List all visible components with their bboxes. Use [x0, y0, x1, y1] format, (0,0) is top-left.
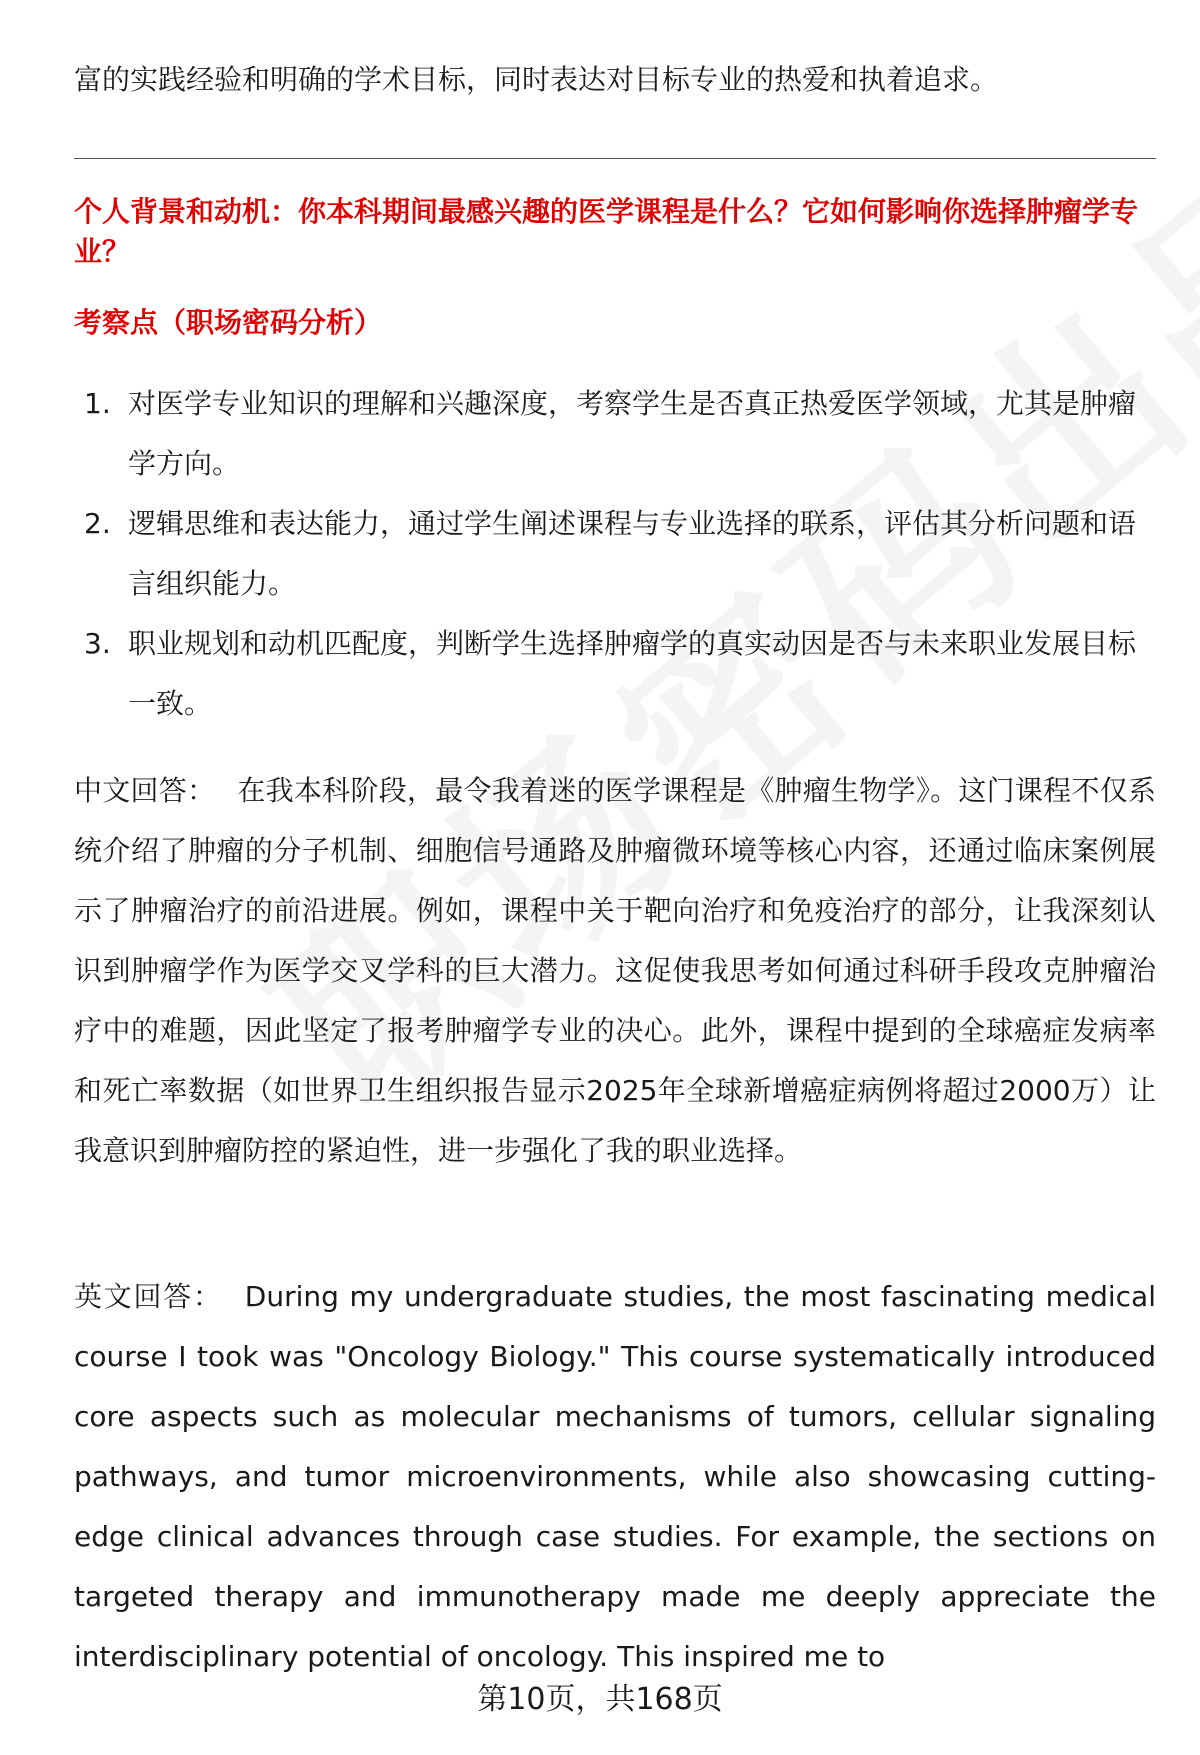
- english-answer-text: During my undergraduate studies, the most fascinating medical course I took was "Oncology Biology." This course systematically introduced core aspects such as molecular mechanisms of tumors, cellular signaling pathways, and tumor microenvironments, while also showcasing cutting-edge clinical advances through case studies. For example, the sections on targeted therapy and immunotherapy made me deeply appreciate the interdisciplinary potential of oncology. This inspired me to: [74, 1280, 1156, 1673]
- chinese-answer-text: 在我本科阶段，最令我着迷的医学课程是《肿瘤生物学》。这门课程不仅系统介绍了肿瘤的分子机制、细胞信号通路及肿瘤微环境等核心内容，还通过临床案例展示了肿瘤治疗的前沿进展。例如，课程中关于靶向治疗和免疫治疗的部分，让我深刻认识到肿瘤学作为医学交叉学科的巨大潜力。这促使我思考如何通过科研手段攻克肿瘤治疗中的难题，因此坚定了报考肿瘤学专业的决心。此外，课程中提到的全球癌症发病率和死亡率数据（如世界卫生组织报告显示2025年全球新增癌症病例将超过2000万）让我意识到肿瘤防控的紧迫性，进一步强化了我的职业选择。: [74, 774, 1156, 1167]
- list-item-number: 1.: [84, 387, 111, 420]
- list-item: [74, 614, 1156, 734]
- english-answer-label: 英文回答：: [74, 1280, 223, 1313]
- list-item: [74, 494, 1156, 614]
- page-number-footer: 第10页，共168页: [477, 1682, 723, 1717]
- list-item-text: 对医学专业知识的理解和兴趣深度，考察学生是否真正热爱医学领域，尤其是肿瘤学方向。: [128, 387, 1137, 480]
- list-item-text: 逻辑思维和表达能力，通过学生阐述课程与专业选择的联系，评估其分析问题和语言组织能力。: [128, 507, 1137, 600]
- list-item: [74, 374, 1156, 494]
- intro-tail-text: 富的实践经验和明确的学术目标，同时表达对目标专业的热爱和执着追求。: [74, 63, 999, 96]
- list-item-number: 2.: [84, 507, 111, 540]
- chinese-answer-label: 中文回答：: [74, 774, 216, 807]
- assessment-points-list: [74, 374, 1156, 734]
- chinese-answer: [74, 761, 1156, 1181]
- list-item-text: 职业规划和动机匹配度，判断学生选择肿瘤学的真实动因是否与未来职业发展目标一致。: [128, 627, 1137, 720]
- english-answer: [74, 1267, 1156, 1687]
- list-item-number: 3.: [84, 627, 111, 660]
- question-heading: 个人背景和动机：你本科期间最感兴趣的医学课程是什么？它如何影响你选择肿瘤学专业？: [74, 195, 1139, 268]
- assessment-points-title: 考察点（职场密码分析）: [74, 306, 383, 339]
- section-divider: [74, 158, 1156, 159]
